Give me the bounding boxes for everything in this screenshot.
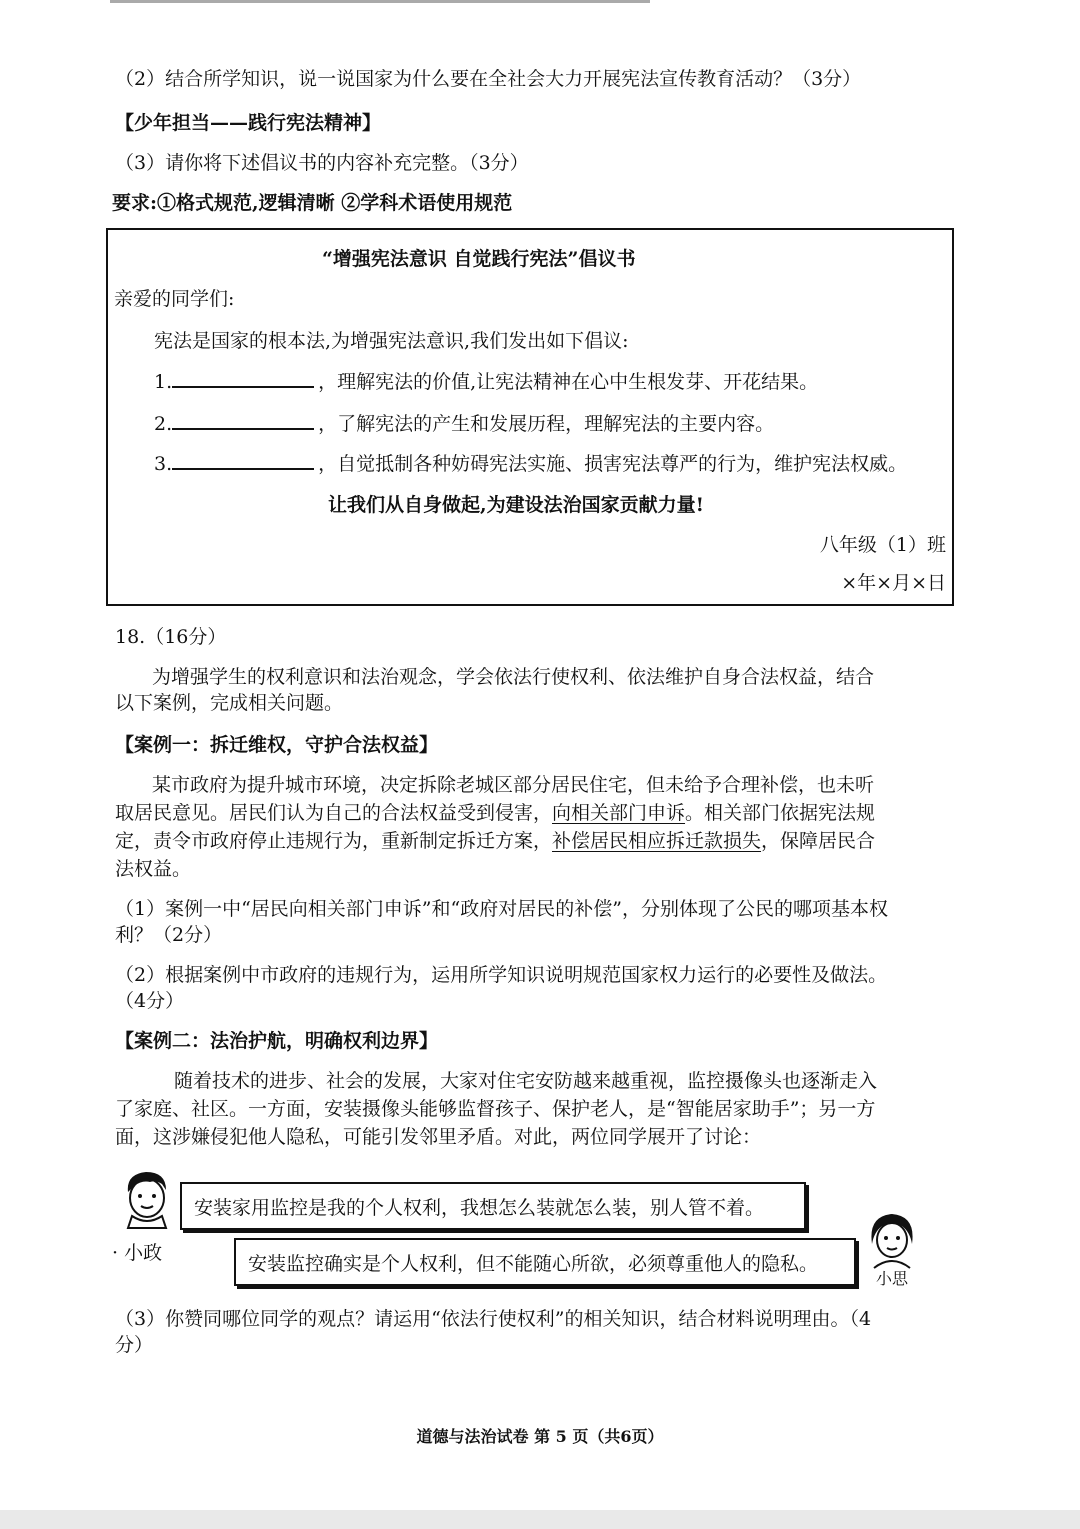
case2-line-2: 了家庭、社区。一方面，安装摄像头能够监督孩子、保护老人，是“智能居家助手”；另一方 [115,1098,876,1120]
q18-sub3-line-2: 分） [115,1334,154,1356]
speech-bubble-1: 安装家用监控是我的个人权利，我想怎么装就怎么装，别人管不着。 [180,1182,806,1230]
q18-intro-2: 以下案例，完成相关问题。 [115,692,344,714]
fill-blank-2[interactable] [172,410,314,430]
case1-text: 取居民意见。居民们认为自己的合法权益受到侵害， [115,802,553,824]
case1-line-2 [115,800,875,826]
q18-sub1-line-2: 利？（2分） [115,924,223,946]
item-text: ，了解宪法的产生和发展历程，理解宪法的主要内容。 [318,413,775,435]
q18-sub2-line-2: （4分） [115,990,185,1012]
case1-text: ，保障居民合 [761,830,876,852]
top-edge-line [110,0,650,3]
proposal-date: ×年×月×日 [841,572,946,594]
section-title-practice: 【少年担当——践行宪法精神】 [115,112,382,134]
case1-text: 定，责令市政府停止违规行为，重新制定拆迁方案， [115,830,553,852]
proposal-box [106,228,954,606]
proposal-greeting: 亲爱的同学们: [114,288,235,310]
proposal-title: “增强宪法意识 自觉践行宪法”倡议书 [322,248,636,270]
fill-blank-1[interactable] [172,368,314,388]
fill-blank-3[interactable] [172,450,314,470]
speaker1-name: · 小政 [112,1242,163,1264]
page-footer: 道德与法治试卷 第 5 页（共6页） [416,1427,664,1446]
item-number: 1. [154,371,173,393]
q17-sub3: （3）请你将下述倡议书的内容补充完整。（3分） [115,152,529,174]
speaker1-name-text: 小政 [124,1242,163,1264]
scan-bottom-band [0,1510,1080,1529]
underlined-appeal: 向相关部门申诉 [552,802,686,824]
underlined-compensation: 补偿居民相应拆迁款损失 [552,830,762,852]
q18-sub3-line-1: （3）你赞同哪位同学的观点？请运用“依法行使权利”的相关知识，结合材料说明理由。（4 [115,1308,872,1330]
speaker2-name: 小思 [876,1269,909,1288]
q18-header: 18.（16分） [115,626,227,648]
case2-line-1: 随着技术的进步、社会的发展，大家对住宅安防越来越重视，监控摄像头也逐渐走入 [174,1070,878,1092]
case1-title: 【案例一：拆迁维权，守护合法权益】 [115,734,439,756]
case1-text: 。相关部门依据宪法规 [685,802,876,824]
girl-avatar-icon [866,1210,918,1270]
case2-title: 【案例二：法治护航，明确权利边界】 [115,1030,439,1052]
case1-line-1: 某市政府为提升城市环境，决定拆除老城区部分居民住宅，但未给予合理补偿，也未听 [152,774,875,796]
q18-sub1-line-1: （1）案例一中“居民向相关部门申诉”和“政府对居民的补偿”，分别体现了公民的哪项基本权 [115,898,888,920]
case1-line-3 [115,828,875,854]
q17-sub2: （2）结合所学知识，说一说国家为什么要在全社会大力开展宪法宣传教育活动？（3分） [115,68,862,90]
boy-avatar-icon [122,1168,172,1230]
item-text: ，理解宪法的价值,让宪法精神在心中生根发芽、开花结果。 [318,371,819,393]
proposal-closing: 让我们从自身做起,为建设法治国家贡献力量! [328,494,704,516]
q18-intro-1: 为增强学生的权利意识和法治观念，学会依法行使权利、依法维护自身合法权益，结合 [152,666,875,688]
proposal-signature: 八年级（1）班 [819,534,946,556]
case1-line-4: 法权益。 [115,858,192,880]
requirement-text: 要求:①格式规范,逻辑清晰 ②学科术语使用规范 [112,192,513,214]
item-text: ，自觉抵制各种妨碍宪法实施、损害宪法尊严的行为，维护宪法权威。 [318,453,908,475]
case2-line-3: 面，这涉嫌侵犯他人隐私，可能引发邻里矛盾。对此，两位同学展开了讨论： [115,1126,762,1148]
proposal-item-1 [154,368,818,395]
proposal-item-2 [154,410,774,437]
item-number: 3. [154,453,173,475]
q18-sub2-line-1: （2）根据案例中市政府的违规行为，运用所学知识说明规范国家权力运行的必要性及做法。 [115,964,888,986]
item-number: 2. [154,413,173,435]
proposal-item-3 [154,450,907,477]
proposal-intro: 宪法是国家的根本法,为增强宪法意识,我们发出如下倡议: [154,330,629,352]
speech-bubble-2: 安装监控确实是个人权利，但不能随心所欲，必须尊重他人的隐私。 [234,1238,856,1286]
